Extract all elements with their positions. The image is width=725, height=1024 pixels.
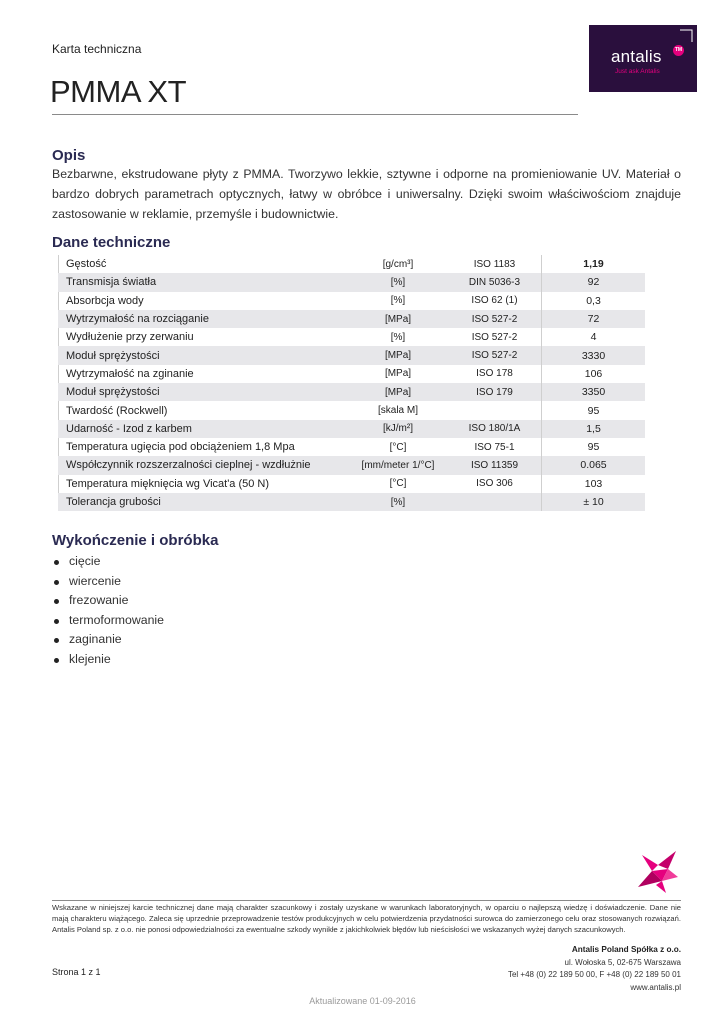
property-norm: [448, 401, 542, 419]
list-item-label: klejenie: [69, 651, 111, 666]
property-unit: [%]: [390, 295, 406, 307]
property-unit: [kJ/m²]: [383, 423, 413, 435]
property-unit: [°C]: [389, 441, 407, 453]
table-row: [58, 493, 645, 511]
property-name: Absorbcja wody: [66, 294, 144, 307]
company-phone: Tel +48 (0) 22 189 50 00, F +48 (0) 22 189 50 01: [507, 970, 681, 979]
property-unit: [skala M]: [377, 405, 418, 417]
section-heading-opis: Opis: [52, 147, 86, 164]
disclaimer-text: Wskazane w niniejszej karcie technicznej dane mają charakter szacunkowy i zostały uzyskane w warunkach laboratoryjnych, w oparciu o najlepszą wiedzę i doświadczenie. Dane nie mają charakteru wiążącego. Zaleca się uprzednie przeprowadzenie testów produkcyjnych w celu potwierdzenia przydatności surowca do zamierzonego celu oraz stosowanych rozwiązań. Antalis Poland sp. z o.o. nie ponosi odpowiedzialności za ewentualne szkody wynikłe z jakichkolwiek błędów lub nieścisłości we wskazanych wyżej danych szacunkowych.: [52, 903, 681, 934]
list-item-label: cięcie: [69, 554, 101, 568]
list-item: [52, 572, 164, 592]
property-value: 95: [587, 404, 600, 417]
updated-date: Aktualizowane 01-09-2016: [309, 996, 416, 1006]
antalis-logo: [589, 25, 697, 92]
property-unit: [g/cm³]: [382, 258, 414, 270]
property-name: Współczynnik rozszerzalności cieplnej - wzdłużnie: [66, 459, 311, 472]
property-unit: [MPa]: [384, 386, 412, 398]
property-norm: ISO 306: [448, 475, 542, 493]
property-norm: ISO 527-2: [448, 346, 542, 364]
property-name: Temperatura ugięcia pod obciążeniem 1,8 Mpa: [66, 441, 295, 454]
company-website-link[interactable]: www.antalis.pl: [630, 983, 681, 992]
property-name: Moduł sprężystości: [66, 349, 160, 362]
document-type-label: Karta techniczna: [52, 42, 142, 56]
table-row: [58, 456, 645, 474]
property-value: 106: [584, 367, 603, 380]
table-row: [58, 328, 645, 346]
property-norm: ISO 180/1A: [448, 420, 542, 438]
company-address: ul. Wołoska 5, 02-675 Warszawa: [564, 958, 681, 967]
property-unit: [MPa]: [384, 313, 412, 325]
list-item: [52, 552, 164, 572]
property-value: 3350: [581, 386, 606, 399]
property-value: 72: [587, 313, 600, 326]
property-value: 3330: [581, 349, 606, 362]
property-name: Transmisja światła: [66, 276, 157, 289]
description-paragraph: Bezbarwne, ekstrudowane płyty z PMMA. Tworzywo lekkie, sztywne i odporne na promieniowanie UV. Materiał o bardzo dobrych parametrach optycznych, łatwy w obróbce i uniwersalny. Dzięki swoim właściwościom znajduje zastosowanie w reklamie, przemyśle i budownictwie.: [52, 167, 681, 221]
table-row: [58, 383, 645, 401]
section-heading-dane-techniczne: Dane techniczne: [52, 234, 171, 251]
page-title: PMMA XT: [50, 74, 187, 109]
property-name: Tolerancja grubości: [66, 496, 161, 508]
footer-divider: [52, 900, 681, 901]
property-name: Gęstość: [66, 258, 107, 271]
table-row: [58, 401, 645, 419]
list-item: [52, 591, 164, 611]
bullet-icon: [54, 619, 59, 624]
bullet-icon: [54, 638, 59, 643]
property-value: 4: [590, 331, 597, 344]
property-norm: ISO 11359: [448, 456, 542, 474]
bullet-icon: [54, 658, 59, 663]
property-value: 1,5: [586, 422, 601, 435]
list-item-label: wiercenie: [69, 573, 121, 588]
list-item: [52, 650, 164, 670]
page-number: Strona 1 z 1: [52, 967, 101, 977]
property-norm: [448, 493, 542, 511]
property-value: 0.065: [580, 459, 607, 472]
bullet-icon: [54, 580, 59, 585]
property-norm: DIN 5036-3: [448, 273, 542, 291]
table-row: [58, 438, 645, 456]
property-unit: [%]: [390, 276, 406, 288]
property-name: Twardość (Rockwell): [66, 404, 168, 417]
processing-list: [52, 552, 164, 669]
logo-tm-badge: TM: [673, 45, 684, 56]
technical-data-table: [58, 255, 645, 511]
company-name: Antalis Poland Spółka z o.o.: [571, 945, 681, 954]
property-name: Wytrzymałość na zginanie: [66, 367, 194, 380]
list-item: [52, 611, 164, 631]
table-row: [58, 420, 645, 438]
property-value: 103: [584, 477, 603, 490]
table-row: [58, 255, 645, 273]
table-row: [58, 273, 645, 291]
table-row: [58, 475, 645, 493]
property-norm: ISO 178: [448, 365, 542, 383]
list-item: [52, 630, 164, 650]
logo-corner-icon: [677, 27, 695, 45]
property-value: 0,3: [586, 294, 601, 307]
title-divider: [52, 114, 578, 115]
list-item-label: termoformowanie: [69, 612, 164, 627]
bullet-icon: [54, 560, 59, 565]
property-name: Udarność - Izod z karbem: [66, 422, 192, 435]
property-unit: [MPa]: [384, 350, 412, 362]
property-value: 1,19: [583, 258, 604, 271]
property-norm: ISO 527-2: [448, 328, 542, 346]
property-name: Wydłużenie przy zerwaniu: [66, 331, 194, 344]
property-value: ± 10: [583, 496, 604, 508]
property-norm: ISO 1183: [448, 255, 542, 273]
property-unit: [%]: [390, 331, 406, 343]
logo-tagline: Just ask Antalis: [615, 68, 660, 75]
property-unit: [°C]: [389, 478, 407, 490]
table-row: [58, 310, 645, 328]
property-norm: ISO 62 (1): [448, 292, 542, 310]
bullet-icon: [54, 599, 59, 604]
property-name: Wytrzymałość na rozciąganie: [66, 313, 209, 326]
logo-brand: antalis: [611, 47, 662, 66]
antalis-bird-icon: [632, 847, 682, 897]
property-unit: [mm/meter 1/°C]: [361, 459, 435, 471]
property-unit: [MPa]: [384, 368, 412, 380]
table-row: [58, 292, 645, 310]
table-row: [58, 346, 645, 364]
property-norm: ISO 75-1: [448, 438, 542, 456]
property-name: Moduł sprężystości: [66, 386, 160, 399]
list-item-label: frezowanie: [69, 593, 129, 607]
property-norm: ISO 179: [448, 383, 542, 401]
property-unit: [%]: [390, 496, 406, 508]
property-norm: ISO 527-2: [448, 310, 542, 328]
section-heading-wykonczenie: Wykończenie i obróbka: [52, 532, 219, 549]
list-item-label: zaginanie: [69, 632, 122, 646]
property-value: 95: [587, 441, 600, 454]
table-row: [58, 365, 645, 383]
property-value: 92: [587, 276, 600, 289]
property-name: Temperatura mięknięcia wg Vicat'a (50 N): [66, 477, 270, 490]
